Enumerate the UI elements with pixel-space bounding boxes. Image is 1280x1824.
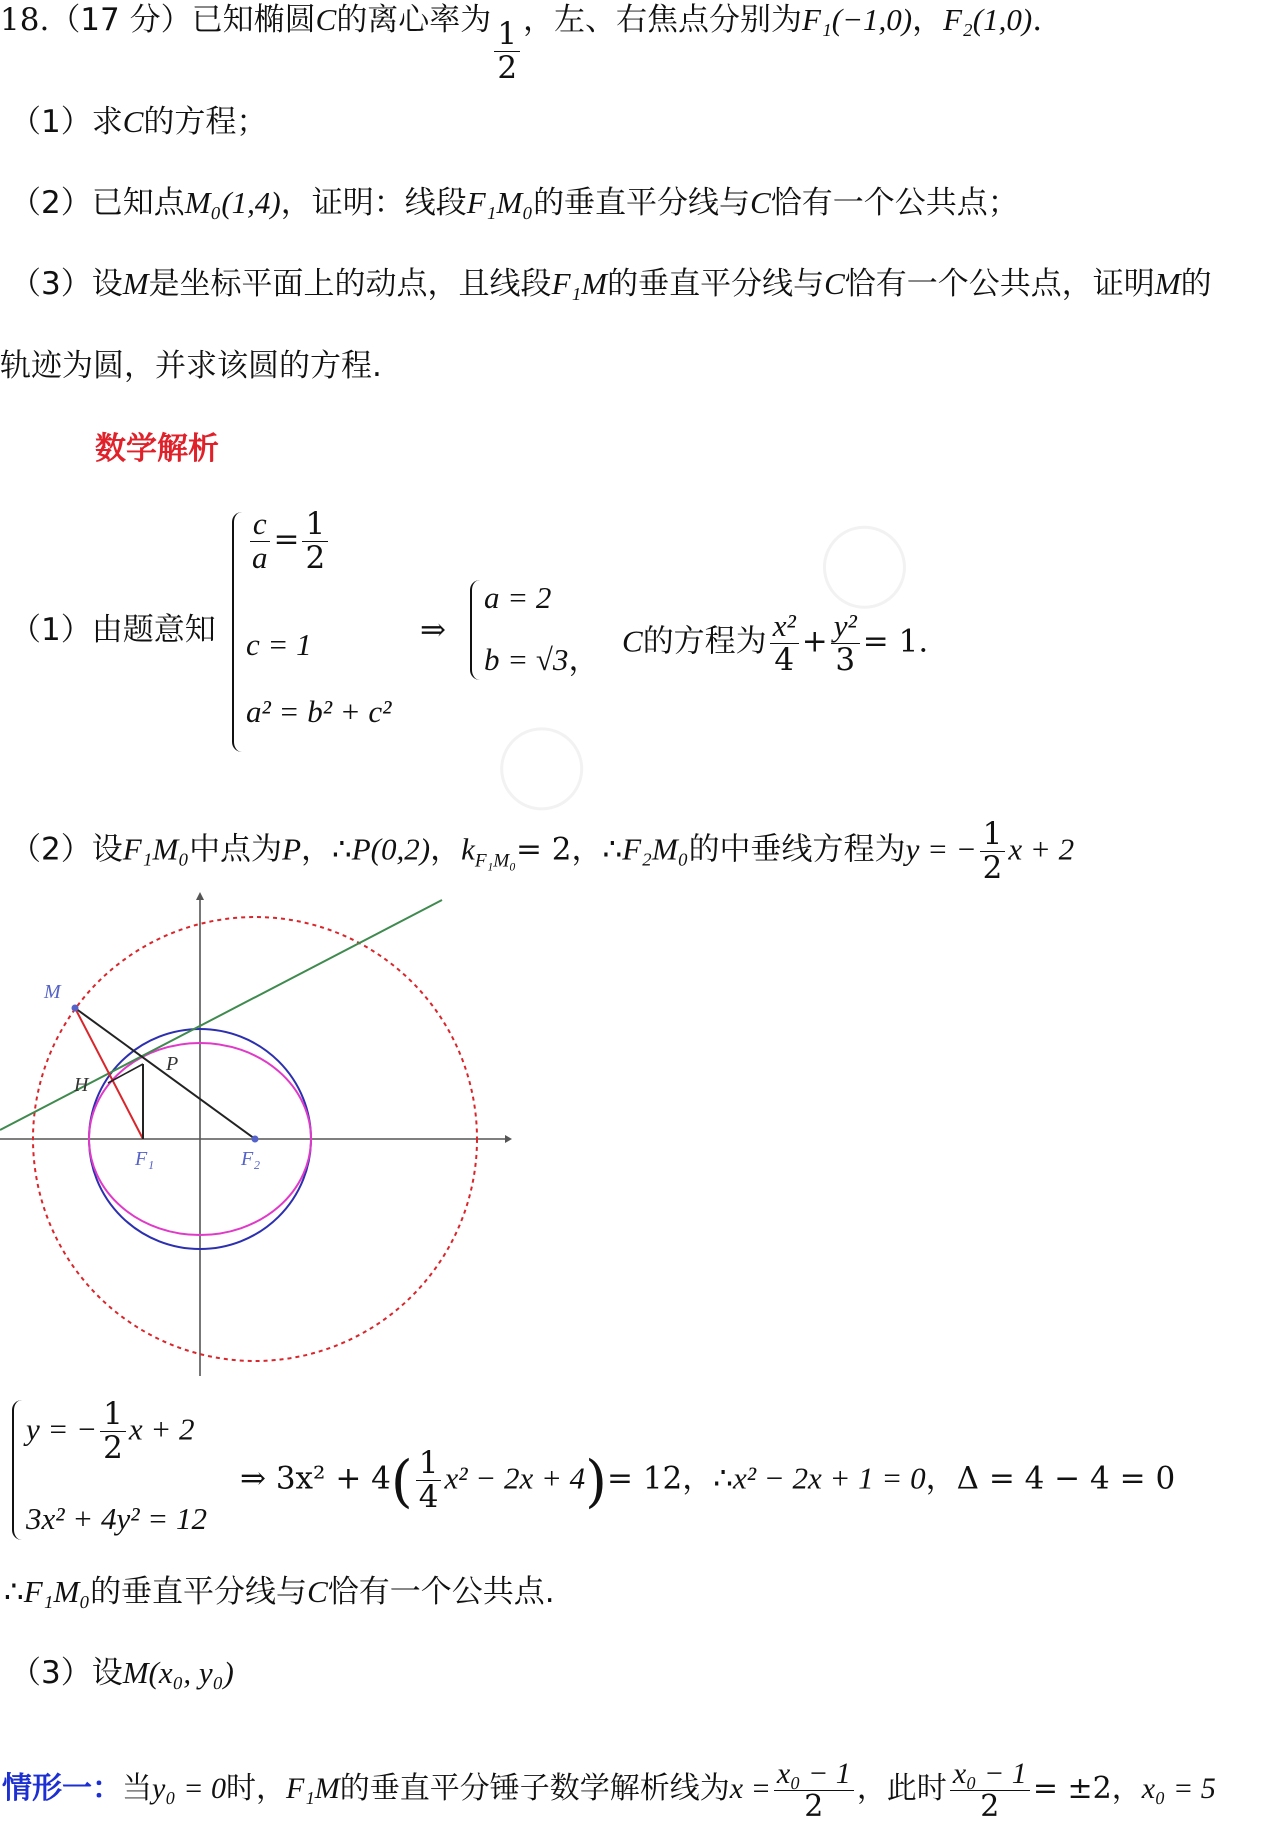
s2b-substitution: ⇒ 3x² + 4( $\frac{1}{4}$ x² − 2x + 4)= 12，∴x² − 2x + 1 = 0，Δ = 4 − 4 = 0 — [240, 1445, 1176, 1515]
s1-ellipse-equation: C的方程为 $\frac{\text{x²}}{4}$ + $\frac{\text{y²}}{3}$ = 1. — [622, 608, 929, 678]
label-H: H — [74, 1074, 89, 1096]
s1-system-eq1: $\frac{c}{a}$ = $\frac{1}{2}$ — [246, 508, 331, 574]
bisector-line — [0, 900, 442, 1130]
question-3-line2: 轨迹为圆，并求该圆的方程. — [0, 348, 382, 384]
geometry-figure — [0, 888, 520, 1378]
label-M: M — [44, 981, 61, 1003]
fraction-one-half: $\frac{1}{2}$ — [494, 18, 520, 84]
case-1-line: 情形一：当y₀ = 0时，F₁M的垂直平分锤子数学解析线为x = $\frac{\text{x₀ − 1}}{2}$ ，此时 $\frac{\text{x₀ − 1}}{2}$ = ±2，x₀ = 5 — [2, 1757, 1216, 1824]
s1-implies: ⇒ — [420, 612, 446, 648]
s2-conclusion: ∴F₁M₀的垂直平分线与C恰有一个公共点. — [4, 1574, 555, 1610]
point-M — [72, 1005, 79, 1012]
problem-stem: 18.（17 分）已知椭圆C的离心率为 $\frac{1}{2}$ ，左、右焦点分别为F₁(−1,0)，F₂(1,0). — [0, 2, 1043, 86]
s1-result-brace — [470, 580, 480, 680]
s3-line: （3）设M(x₀, y₀) — [10, 1655, 234, 1691]
focus-F2: F₂(1,0) — [943, 2, 1033, 37]
point-F2 — [252, 1136, 259, 1143]
question-2: （2）已知点M₀(1,4)，证明：线段F₁M₀的垂直平分线与C恰有一个公共点； — [10, 185, 1019, 221]
problem-score: （17 分） — [49, 2, 192, 38]
problem-number: 18. — [0, 2, 50, 38]
label-F2: F₂ — [241, 1148, 261, 1170]
label-F1: F₁ — [135, 1148, 155, 1170]
case-1-label: 情形一： — [2, 1771, 122, 1806]
segment-MF2 — [75, 1008, 255, 1139]
x-axis-arrow — [505, 1135, 512, 1143]
stem-text: ，左、右焦点分别为 — [523, 2, 803, 38]
s1-system-eq2: c = 1 — [246, 627, 312, 662]
stem-text: 的离心率为 — [336, 2, 492, 38]
solution-heading: 数学解析 — [95, 431, 219, 467]
label-P: P — [166, 1053, 179, 1075]
s2b-system-eq1: y = − $\frac{1}{2}$ x + 2 — [26, 1396, 195, 1466]
s1-result-a: a = 2 — [484, 580, 552, 615]
s1-system-brace — [232, 512, 242, 752]
s2-line: （2）设F₁M₀中点为P，∴P(0,2)，$k_{F_1M_0}= 2$，∴F₂M₀的中垂线方程为y = − $\frac{1}{2}$ x + 2 — [10, 816, 1075, 886]
s1-label: （1）由题意知 — [10, 612, 216, 648]
question-3: （3）设M是坐标平面上的动点，且线段F₁M的垂直平分线与C恰有一个公共点，证明M的 — [10, 266, 1212, 302]
s1-system-eq3: a² = b² + c² — [246, 694, 392, 729]
stem-text: 已知椭圆 — [191, 2, 316, 38]
question-1: （1）求C的方程； — [10, 104, 268, 140]
s2b-system-brace — [12, 1400, 22, 1540]
s2b-system-eq2: 3x² + 4y² = 12 — [26, 1501, 207, 1536]
var-C: C — [315, 2, 337, 37]
focus-F1: F₁(−1,0) — [802, 2, 913, 37]
y-axis-arrow — [196, 892, 204, 900]
s1-result-b: b = √3， — [484, 642, 600, 678]
